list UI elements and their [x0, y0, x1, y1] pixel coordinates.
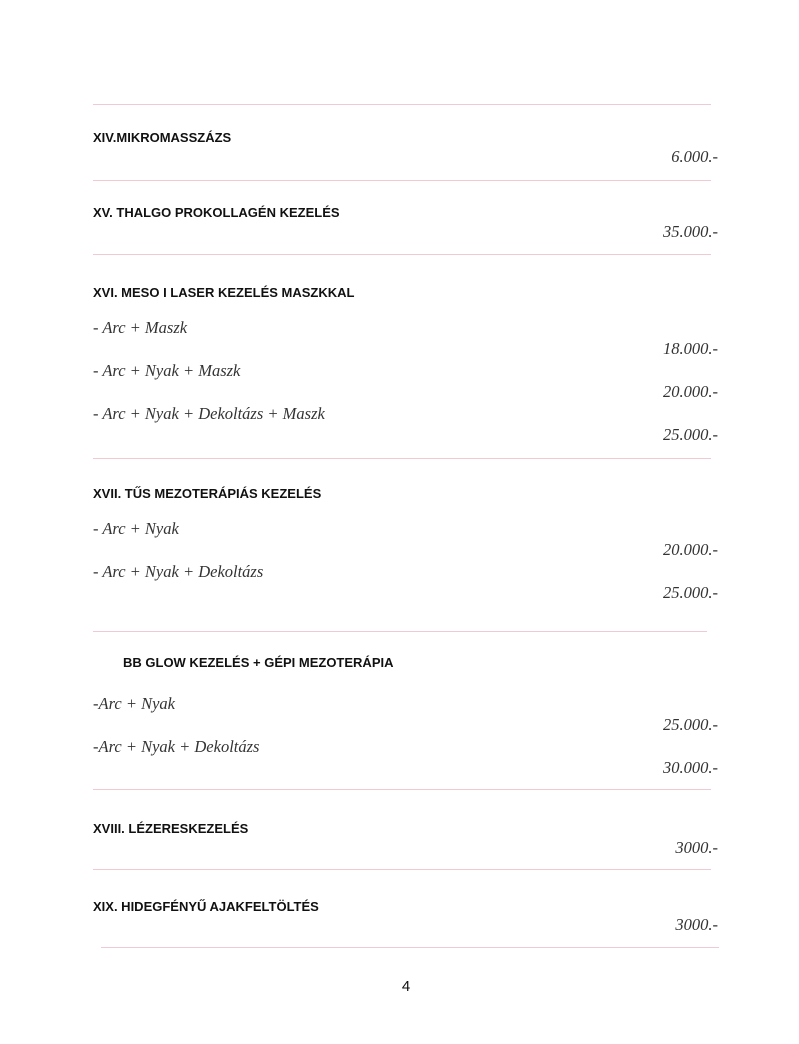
divider	[101, 947, 719, 948]
divider	[93, 180, 711, 181]
section-heading: XV. THALGO PROKOLLAGÉN KEZELÉS	[93, 205, 340, 220]
divider	[93, 254, 711, 255]
price: 6.000.-	[671, 147, 718, 166]
section-heading: XVI. MESO I LASER KEZELÉS MASZKKAL	[93, 285, 355, 300]
price: 3000.-	[675, 838, 718, 857]
price: 25.000.-	[663, 583, 718, 602]
treatment-option: - Arc + Maszk	[93, 318, 188, 337]
price: 30.000.-	[663, 758, 718, 777]
section-heading: BB GLOW KEZELÉS + GÉPI MEZOTERÁPIA	[123, 655, 394, 670]
divider	[93, 789, 711, 790]
treatment-option: -Arc + Nyak + Dekoltázs	[93, 737, 260, 756]
price: 20.000.-	[663, 382, 718, 401]
divider	[93, 104, 711, 105]
section-heading: XVIII. LÉZERESKEZELÉS	[93, 821, 249, 836]
section-heading: XIV.MIKROMASSZÁZS	[93, 130, 232, 145]
page-number: 4	[401, 978, 411, 995]
price: 25.000.-	[663, 715, 718, 734]
price: 25.000.-	[663, 425, 718, 444]
treatment-option: - Arc + Nyak + Maszk	[93, 361, 241, 380]
treatment-option: - Arc + Nyak + Dekoltázs + Maszk	[93, 404, 325, 423]
treatment-option: -Arc + Nyak	[93, 694, 175, 713]
section-heading: XVII. TŰS MEZOTERÁPIÁS KEZELÉS	[93, 486, 322, 501]
treatment-option: - Arc + Nyak + Dekoltázs	[93, 562, 264, 581]
treatment-option: - Arc + Nyak	[93, 519, 179, 538]
price: 35.000.-	[663, 222, 718, 241]
divider	[93, 631, 707, 632]
price: 18.000.-	[663, 339, 718, 358]
divider	[93, 869, 711, 870]
section-heading: XIX. HIDEGFÉNYŰ AJAKFELTÖLTÉS	[93, 899, 319, 914]
divider	[93, 458, 711, 459]
price: 3000.-	[675, 915, 718, 934]
price: 20.000.-	[663, 540, 718, 559]
